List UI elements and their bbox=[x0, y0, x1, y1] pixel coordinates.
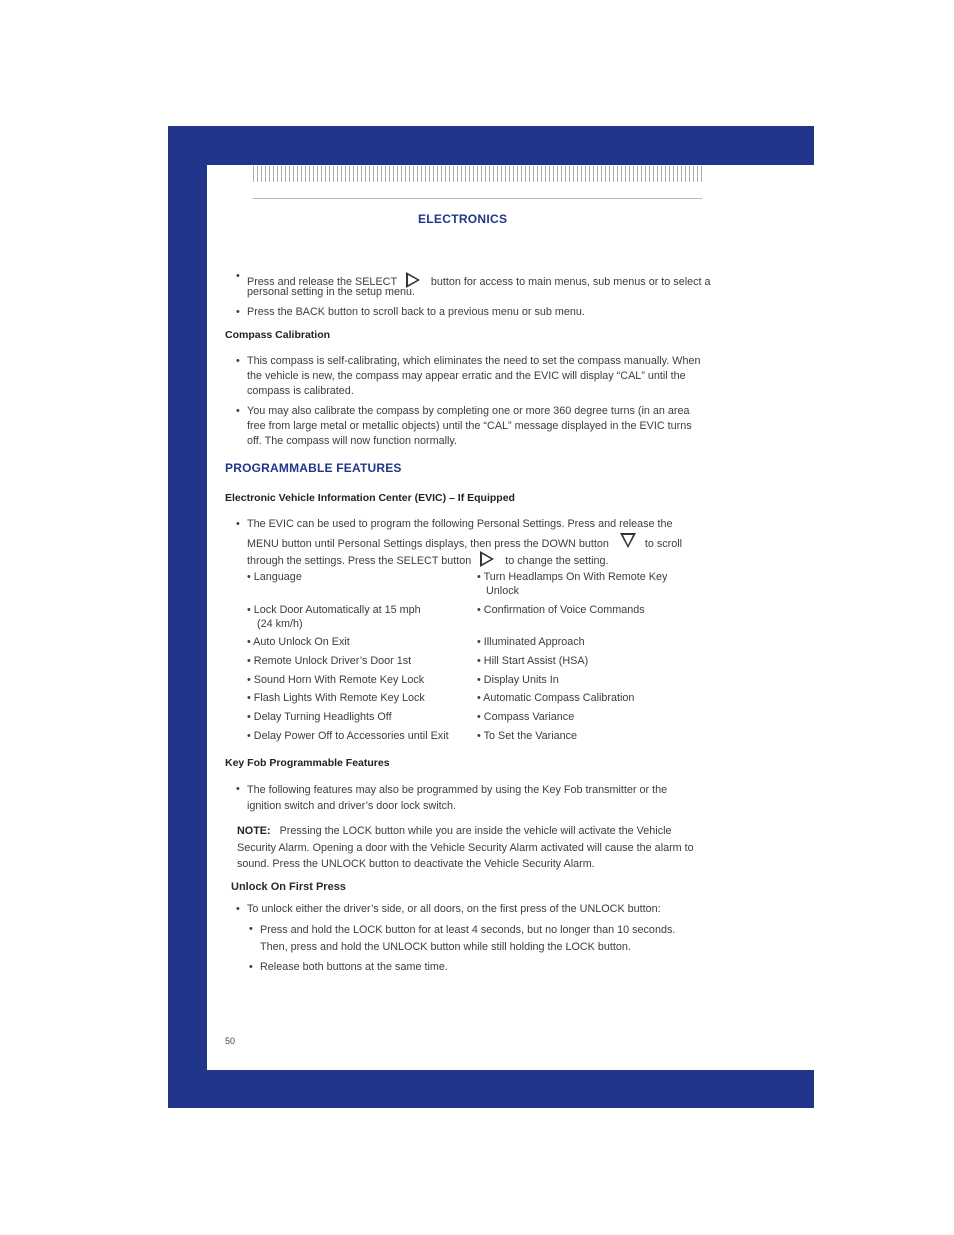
evic-line-3: through the settings. Press the SELECT button bbox=[247, 555, 472, 567]
unlock-sub-line: Then, press and hold the UNLOCK button while still holding the LOCK button. bbox=[260, 941, 631, 953]
keyfob-bullet-line: ignition switch and driver’s door lock switch. bbox=[247, 800, 457, 812]
evic-heading: Electronic Vehicle Information Center (EVIC) – If Equipped bbox=[225, 492, 515, 504]
back-bullet: • Press the BACK button to scroll back to a previous menu or sub menu. bbox=[236, 306, 585, 318]
left-blue-band bbox=[168, 126, 207, 1108]
unlock-sub-line: Release both buttons at the same time. bbox=[260, 961, 448, 973]
select-bullet-text: Press and release the SELECT bbox=[247, 276, 397, 288]
select-bullet-text-cont: button for access to main menus, sub menus or to select a bbox=[430, 276, 711, 288]
note-text: Security Alarm. Opening a door with the Vehicle Security Alarm activated will cause the alarm to bbox=[237, 841, 694, 854]
top-blue-band bbox=[168, 126, 814, 165]
compass-bullet-2-line: off. The compass will now function normally. bbox=[247, 435, 458, 447]
keyfob-bullet: • The following features may also be programmed by using the Key Fob transmitter or the ignition switch and driver’s door lock switch. bbox=[236, 783, 668, 812]
bottom-blue-band bbox=[168, 1070, 814, 1108]
setting-item: • Confirmation of Voice Commands bbox=[477, 604, 645, 616]
unlock-bullet: • To unlock either the driver’s side, or all doors, on the first press of the UNLOCK button: bbox=[236, 903, 661, 915]
evic-line-1: The EVIC can be used to program the following Personal Settings. Press and release the bbox=[247, 518, 673, 530]
compass-bullet-1: • This compass is self-calibrating, which eliminates the need to set the compass manually. When the vehicle is new, the compass may appear erratic and the EVIC will display “CAL” until the compass is calibrated. bbox=[236, 355, 701, 397]
unlock-bullet-text: To unlock either the driver’s side, or all doors, on the first press of the UNLOCK button: bbox=[247, 903, 661, 915]
setting-item: • Lock Door Automatically at 15 mph bbox=[247, 604, 421, 616]
decorative-ruler bbox=[253, 166, 703, 182]
setting-item-cont: Unlock bbox=[486, 585, 520, 597]
page-number: 50 bbox=[225, 1036, 236, 1046]
down-arrow-icon bbox=[620, 533, 636, 548]
unlock-heading: Unlock On First Press bbox=[231, 881, 346, 893]
keyfob-bullet-line: The following features may also be programmed by using the Key Fob transmitter or the bbox=[247, 784, 668, 796]
setting-item: • Delay Power Off to Accessories until Exit bbox=[247, 730, 449, 742]
setting-item: • Compass Variance bbox=[477, 711, 575, 723]
setting-item: • Turn Headlamps On With Remote Key bbox=[477, 571, 668, 583]
evic-line-3-cont: to change the setting. bbox=[505, 555, 609, 567]
back-bullet-text: Press the BACK button to scroll back to a previous menu or sub menu. bbox=[247, 306, 585, 318]
setting-item: • Hill Start Assist (HSA) bbox=[477, 655, 589, 667]
setting-item: • Language bbox=[247, 571, 302, 583]
compass-bullet-1-line: the vehicle is new, the compass may appear erratic and the EVIC will display “CAL” until the bbox=[247, 370, 686, 382]
evic-line-2: MENU button until Personal Settings displays, then press the DOWN button bbox=[247, 538, 609, 550]
note-block bbox=[237, 823, 707, 873]
setting-item: • Automatic Compass Calibration bbox=[477, 692, 635, 704]
compass-bullet-1-line: This compass is self-calibrating, which eliminates the need to set the compass manually. When bbox=[247, 355, 701, 367]
setting-item-cont: (24 km/h) bbox=[257, 618, 303, 630]
setting-item: • To Set the Variance bbox=[477, 730, 578, 742]
note-text: sound. Press the UNLOCK button to deactivate the Vehicle Security Alarm. bbox=[237, 858, 595, 870]
compass-bullet-2-line: You may also calibrate the compass by completing one or more 360 degree turns (in an area bbox=[247, 405, 690, 417]
header-rule bbox=[253, 198, 702, 199]
compass-bullet-2: • You may also calibrate the compass by completing one or more 360 degree turns (in an area free from large metal or metallic objects) until the “CAL” message displayed in the EVIC turns off. The compass will now function normally. bbox=[236, 405, 692, 447]
unlock-sub-line: Press and hold the LOCK button for at least 4 seconds, but no longer than 10 seconds. bbox=[260, 924, 676, 936]
select-bullet: • Press and release the SELECT button for access to main menus, sub menus or to select a personal setting in the setup menu. bbox=[236, 270, 711, 298]
programmable-heading: PROGRAMMABLE FEATURES bbox=[225, 461, 402, 475]
compass-heading: Compass Calibration bbox=[225, 329, 331, 341]
compass-bullet-1-line: compass is calibrated. bbox=[247, 385, 354, 397]
evic-bullet: • The EVIC can be used to program the following Personal Settings. Press and release the MENU button until Personal Settings displays, then press the DOWN button to scroll through the settings. Press the SELECT button to change the setting. bbox=[236, 518, 683, 567]
note-label: NOTE: bbox=[237, 825, 271, 837]
setting-item: • Flash Lights With Remote Key Lock bbox=[247, 692, 425, 704]
select-bullet-line2: personal setting in the setup menu. bbox=[247, 286, 416, 298]
setting-item: • Delay Turning Headlights Off bbox=[247, 711, 392, 723]
setting-item: • Remote Unlock Driver’s Door 1st bbox=[247, 655, 412, 667]
note-text: Pressing the LOCK button while you are inside the vehicle will activate the Vehicle bbox=[279, 825, 672, 837]
setting-item: • Auto Unlock On Exit bbox=[247, 636, 350, 648]
select-arrow-icon bbox=[480, 551, 494, 567]
section-title: ELECTRONICS bbox=[418, 212, 508, 226]
keyfob-heading: Key Fob Programmable Features bbox=[225, 757, 390, 769]
evic-line-2-cont: to scroll bbox=[644, 538, 683, 550]
unlock-sub-bullet-2: • Release both buttons at the same time. bbox=[249, 961, 448, 973]
setting-item: • Sound Horn With Remote Key Lock bbox=[247, 674, 425, 686]
compass-bullet-2-line: free from large metal or metallic objects) until the “CAL” message displayed in the EVIC turns bbox=[247, 420, 692, 432]
setting-item: • Illuminated Approach bbox=[477, 636, 585, 648]
setting-item: • Display Units In bbox=[477, 674, 559, 686]
unlock-sub-bullet-1: • Press and hold the LOCK button for at least 4 seconds, but no longer than 10 seconds. Then, press and hold the UNLOCK button while still holding the LOCK button. bbox=[249, 922, 709, 956]
